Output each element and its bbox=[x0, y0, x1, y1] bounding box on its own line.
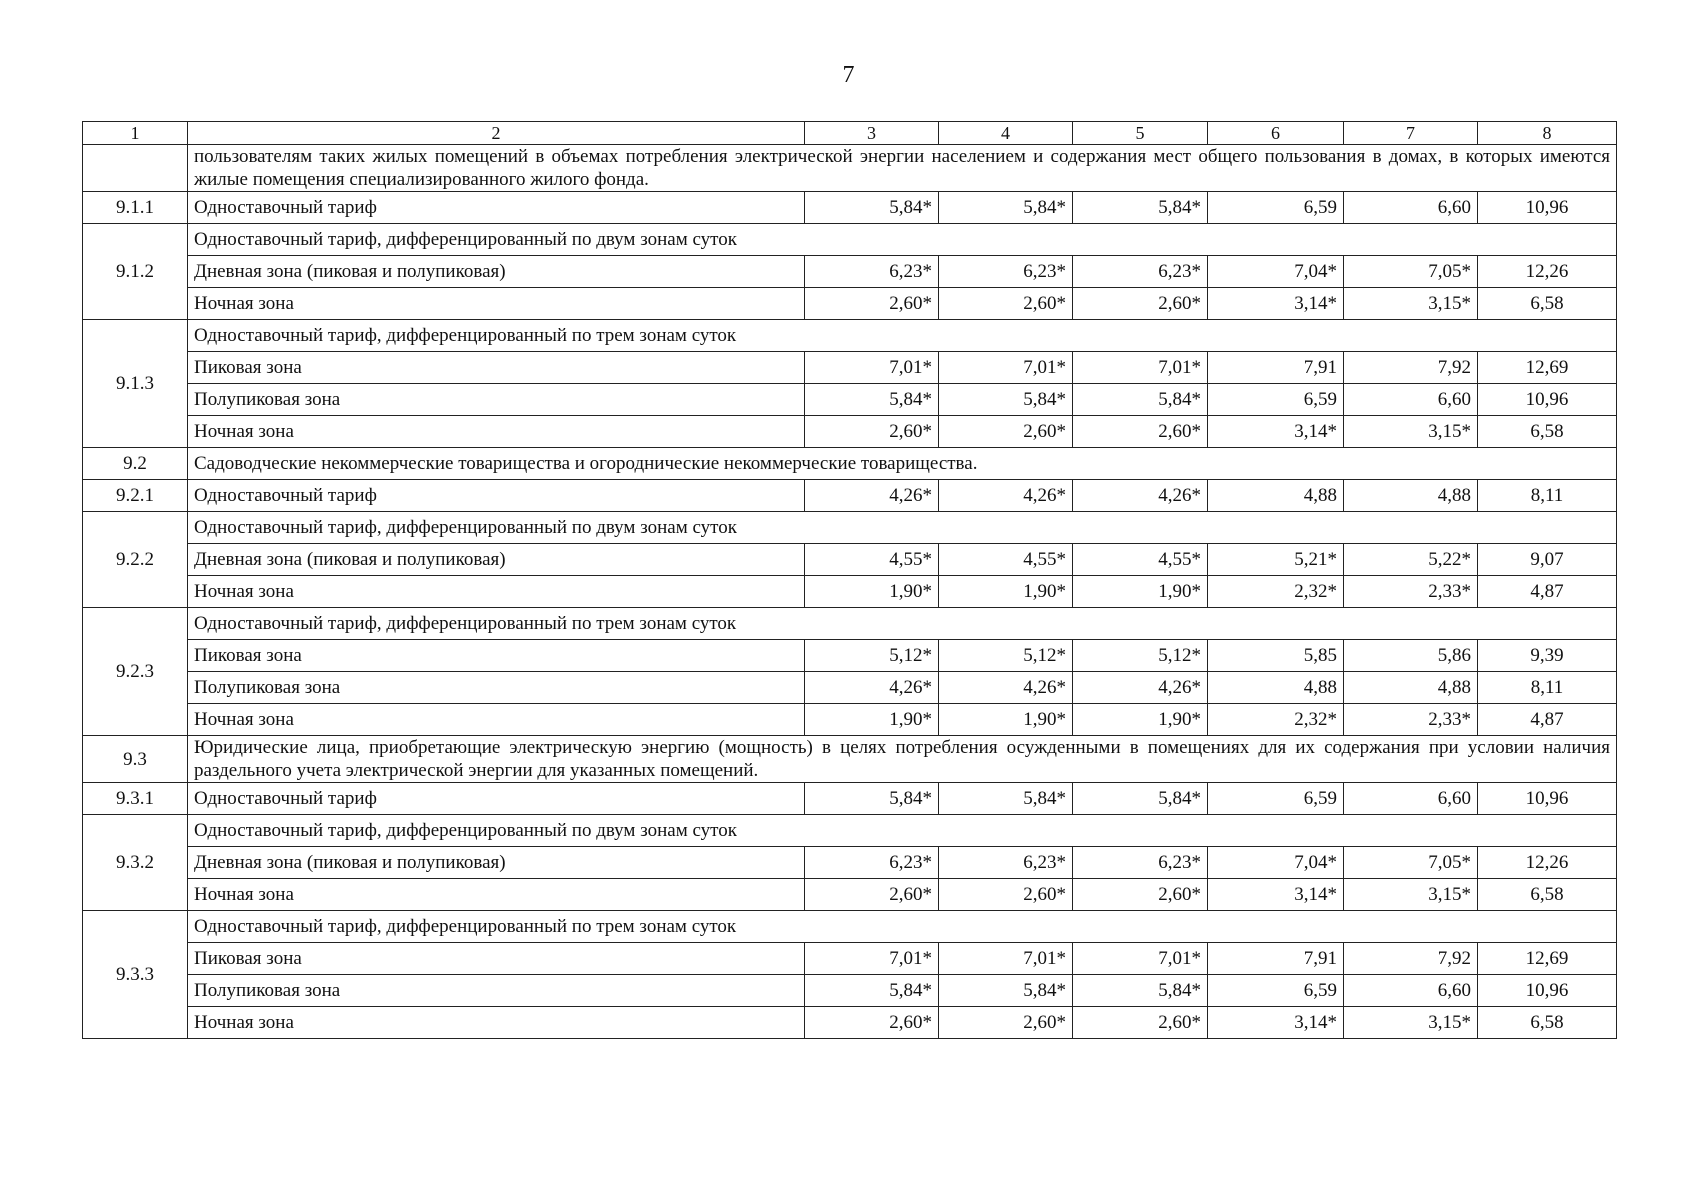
table-row bbox=[83, 544, 1617, 576]
tariff-value-cell: 4,55* bbox=[939, 544, 1073, 576]
tariff-value-cell: 7,01* bbox=[1073, 943, 1208, 975]
table-row bbox=[83, 480, 1617, 512]
description-cell: Юридические лица, приобретающие электрическую энергию (мощность) в целях потребления осужденными в помещениях для их содержания при условии наличия раздельного учета электрической энергии для указанных помещений. bbox=[188, 736, 1617, 783]
tariff-value-cell: 5,84* bbox=[1073, 783, 1208, 815]
tariff-value-cell: 5,21* bbox=[1208, 544, 1344, 576]
tariff-label-cell: Дневная зона (пиковая и полупиковая) bbox=[188, 544, 805, 576]
row-number-cell: 9.2.2 bbox=[83, 512, 188, 608]
tariff-value-cell: 4,88 bbox=[1208, 672, 1344, 704]
table-row bbox=[83, 704, 1617, 736]
tariff-value-cell: 5,12* bbox=[1073, 640, 1208, 672]
tariff-value-cell: 7,01* bbox=[805, 943, 939, 975]
tariff-value-cell: 5,84* bbox=[805, 192, 939, 224]
table-row bbox=[83, 1007, 1617, 1039]
table-row bbox=[83, 975, 1617, 1007]
table-row bbox=[83, 416, 1617, 448]
tariff-value-cell: 12,26 bbox=[1478, 256, 1617, 288]
tariff-value-cell: 2,60* bbox=[939, 416, 1073, 448]
tariff-label-cell: Одноставочный тариф bbox=[188, 783, 805, 815]
tariff-value-cell: 2,32* bbox=[1208, 704, 1344, 736]
tariff-value-cell: 7,05* bbox=[1344, 847, 1478, 879]
tariff-value-cell: 7,05* bbox=[1344, 256, 1478, 288]
tariff-value-cell: 6,58 bbox=[1478, 879, 1617, 911]
tariff-value-cell: 4,55* bbox=[805, 544, 939, 576]
tariff-label-cell: Пиковая зона bbox=[188, 352, 805, 384]
tariff-table-body bbox=[83, 122, 1617, 1039]
row-number-cell: 9.3 bbox=[83, 736, 188, 783]
row-number-cell: 9.3.2 bbox=[83, 815, 188, 911]
tariff-value-cell: 6,23* bbox=[805, 847, 939, 879]
tariff-value-cell: 4,26* bbox=[939, 480, 1073, 512]
tariff-label-cell: Ночная зона bbox=[188, 576, 805, 608]
tariff-value-cell: 4,26* bbox=[1073, 672, 1208, 704]
tariff-value-cell: 5,86 bbox=[1344, 640, 1478, 672]
tariff-value-cell: 5,85 bbox=[1208, 640, 1344, 672]
tariff-value-cell: 6,60 bbox=[1344, 192, 1478, 224]
group-title-row bbox=[83, 224, 1617, 256]
column-number-cell: 8 bbox=[1478, 122, 1617, 145]
tariff-value-cell: 6,23* bbox=[805, 256, 939, 288]
tariff-value-cell: 6,58 bbox=[1478, 416, 1617, 448]
tariff-value-cell: 1,90* bbox=[1073, 576, 1208, 608]
tariff-value-cell: 1,90* bbox=[805, 704, 939, 736]
tariff-value-cell: 2,60* bbox=[939, 1007, 1073, 1039]
tariff-value-cell: 5,84* bbox=[939, 192, 1073, 224]
tariff-value-cell: 2,32* bbox=[1208, 576, 1344, 608]
row-number-cell: 9.2.1 bbox=[83, 480, 188, 512]
tariff-value-cell: 6,23* bbox=[939, 256, 1073, 288]
tariff-value-cell: 4,26* bbox=[939, 672, 1073, 704]
tariff-value-cell: 4,55* bbox=[1073, 544, 1208, 576]
tariff-value-cell: 1,90* bbox=[939, 704, 1073, 736]
tariff-value-cell: 2,60* bbox=[805, 1007, 939, 1039]
table-row bbox=[83, 943, 1617, 975]
section-row bbox=[83, 448, 1617, 480]
table-row bbox=[83, 256, 1617, 288]
column-number-cell: 4 bbox=[939, 122, 1073, 145]
tariff-value-cell: 5,22* bbox=[1344, 544, 1478, 576]
tariff-value-cell: 5,84* bbox=[939, 384, 1073, 416]
tariff-value-cell: 12,69 bbox=[1478, 943, 1617, 975]
tariff-value-cell: 10,96 bbox=[1478, 975, 1617, 1007]
tariff-label-cell: Одноставочный тариф bbox=[188, 192, 805, 224]
tariff-value-cell: 5,84* bbox=[1073, 192, 1208, 224]
tariff-value-cell: 2,33* bbox=[1344, 576, 1478, 608]
tariff-value-cell: 2,60* bbox=[1073, 1007, 1208, 1039]
tariff-value-cell: 5,84* bbox=[805, 384, 939, 416]
tariff-value-cell: 2,60* bbox=[1073, 879, 1208, 911]
tariff-value-cell: 4,88 bbox=[1344, 672, 1478, 704]
row-number-cell: 9.1.2 bbox=[83, 224, 188, 320]
column-number-row bbox=[83, 122, 1617, 145]
tariff-value-cell: 7,01* bbox=[939, 943, 1073, 975]
group-title-row bbox=[83, 512, 1617, 544]
description-cell: Садоводческие некоммерческие товарищества и огороднические некоммерческие товарищества. bbox=[188, 448, 1617, 480]
tariff-value-cell: 7,92 bbox=[1344, 352, 1478, 384]
tariff-value-cell: 2,60* bbox=[1073, 288, 1208, 320]
tariff-value-cell: 9,39 bbox=[1478, 640, 1617, 672]
tariff-value-cell: 3,14* bbox=[1208, 879, 1344, 911]
tariff-value-cell: 3,14* bbox=[1208, 416, 1344, 448]
table-row bbox=[83, 352, 1617, 384]
tariff-value-cell: 5,84* bbox=[805, 975, 939, 1007]
group-title-cell: Одноставочный тариф, дифференцированный по двум зонам суток bbox=[188, 512, 1617, 544]
row-number-cell: 9.2.3 bbox=[83, 608, 188, 736]
tariff-value-cell: 6,23* bbox=[1073, 847, 1208, 879]
table-row bbox=[83, 384, 1617, 416]
tariff-value-cell: 5,84* bbox=[939, 975, 1073, 1007]
row-number-cell: 9.3.1 bbox=[83, 783, 188, 815]
group-title-cell: Одноставочный тариф, дифференцированный по двум зонам суток bbox=[188, 224, 1617, 256]
tariff-value-cell: 9,07 bbox=[1478, 544, 1617, 576]
tariff-value-cell: 5,84* bbox=[939, 783, 1073, 815]
tariff-label-cell: Ночная зона bbox=[188, 1007, 805, 1039]
tariff-value-cell: 4,88 bbox=[1344, 480, 1478, 512]
page-number: 7 bbox=[842, 62, 855, 88]
tariff-value-cell: 8,11 bbox=[1478, 480, 1617, 512]
tariff-value-cell: 4,26* bbox=[805, 480, 939, 512]
group-title-cell: Одноставочный тариф, дифференцированный по трем зонам суток bbox=[188, 911, 1617, 943]
tariff-value-cell: 6,60 bbox=[1344, 783, 1478, 815]
table-row bbox=[83, 192, 1617, 224]
column-number-cell: 6 bbox=[1208, 122, 1344, 145]
table-row bbox=[83, 847, 1617, 879]
tariff-value-cell: 10,96 bbox=[1478, 384, 1617, 416]
tariff-label-cell: Одноставочный тариф bbox=[188, 480, 805, 512]
column-number-cell: 5 bbox=[1073, 122, 1208, 145]
tariff-label-cell: Ночная зона bbox=[188, 704, 805, 736]
tariff-value-cell: 6,59 bbox=[1208, 192, 1344, 224]
tariff-value-cell: 5,84* bbox=[805, 783, 939, 815]
tariff-value-cell: 2,60* bbox=[939, 288, 1073, 320]
tariff-value-cell: 2,33* bbox=[1344, 704, 1478, 736]
table-row bbox=[83, 783, 1617, 815]
tariff-value-cell: 4,26* bbox=[1073, 480, 1208, 512]
group-title-row bbox=[83, 815, 1617, 847]
row-number-cell: 9.1.3 bbox=[83, 320, 188, 448]
group-title-cell: Одноставочный тариф, дифференцированный по двум зонам суток bbox=[188, 815, 1617, 847]
group-title-row bbox=[83, 608, 1617, 640]
tariff-value-cell: 6,23* bbox=[939, 847, 1073, 879]
group-title-row bbox=[83, 320, 1617, 352]
tariff-value-cell: 3,15* bbox=[1344, 879, 1478, 911]
column-number-cell: 7 bbox=[1344, 122, 1478, 145]
row-number-cell bbox=[83, 145, 188, 192]
tariff-value-cell: 7,92 bbox=[1344, 943, 1478, 975]
tariff-value-cell: 5,12* bbox=[939, 640, 1073, 672]
tariff-value-cell: 8,11 bbox=[1478, 672, 1617, 704]
tariff-value-cell: 3,15* bbox=[1344, 288, 1478, 320]
table-row bbox=[83, 640, 1617, 672]
tariff-value-cell: 4,87 bbox=[1478, 576, 1617, 608]
row-number-cell: 9.1.1 bbox=[83, 192, 188, 224]
tariff-value-cell: 3,14* bbox=[1208, 288, 1344, 320]
tariff-value-cell: 3,15* bbox=[1344, 416, 1478, 448]
tariff-label-cell: Полупиковая зона bbox=[188, 672, 805, 704]
table-row bbox=[83, 576, 1617, 608]
tariff-label-cell: Полупиковая зона bbox=[188, 384, 805, 416]
tariff-value-cell: 3,15* bbox=[1344, 1007, 1478, 1039]
tariff-value-cell: 10,96 bbox=[1478, 783, 1617, 815]
tariff-value-cell: 6,60 bbox=[1344, 384, 1478, 416]
group-title-cell: Одноставочный тариф, дифференцированный по трем зонам суток bbox=[188, 608, 1617, 640]
tariff-value-cell: 2,60* bbox=[1073, 416, 1208, 448]
tariff-value-cell: 1,90* bbox=[805, 576, 939, 608]
description-row bbox=[83, 145, 1617, 192]
tariff-value-cell: 6,23* bbox=[1073, 256, 1208, 288]
tariff-value-cell: 7,01* bbox=[805, 352, 939, 384]
row-number-cell: 9.3.3 bbox=[83, 911, 188, 1039]
tariff-value-cell: 4,26* bbox=[805, 672, 939, 704]
row-number-cell: 9.2 bbox=[83, 448, 188, 480]
tariff-label-cell: Пиковая зона bbox=[188, 943, 805, 975]
tariff-value-cell: 7,04* bbox=[1208, 256, 1344, 288]
tariff-value-cell: 7,01* bbox=[939, 352, 1073, 384]
tariff-label-cell: Дневная зона (пиковая и полупиковая) bbox=[188, 847, 805, 879]
table-row bbox=[83, 288, 1617, 320]
tariff-value-cell: 5,84* bbox=[1073, 975, 1208, 1007]
column-number-cell: 3 bbox=[805, 122, 939, 145]
tariff-value-cell: 2,60* bbox=[939, 879, 1073, 911]
description-cell: пользователям таких жилых помещений в объемах потребления электрической энергии населением и содержания мест общего пользования в домах, в которых имеются жилые помещения специализированного жилого фонда. bbox=[188, 145, 1617, 192]
column-number-cell: 2 bbox=[188, 122, 805, 145]
tariff-value-cell: 12,26 bbox=[1478, 847, 1617, 879]
tariff-value-cell: 6,59 bbox=[1208, 384, 1344, 416]
tariff-value-cell: 7,91 bbox=[1208, 352, 1344, 384]
group-title-row bbox=[83, 911, 1617, 943]
tariff-value-cell: 2,60* bbox=[805, 288, 939, 320]
column-number-cell: 1 bbox=[83, 122, 188, 145]
tariff-value-cell: 6,59 bbox=[1208, 975, 1344, 1007]
tariff-label-cell: Дневная зона (пиковая и полупиковая) bbox=[188, 256, 805, 288]
tariff-value-cell: 2,60* bbox=[805, 879, 939, 911]
tariff-value-cell: 5,84* bbox=[1073, 384, 1208, 416]
tariff-value-cell: 7,91 bbox=[1208, 943, 1344, 975]
tariff-label-cell: Ночная зона bbox=[188, 416, 805, 448]
table-row bbox=[83, 879, 1617, 911]
tariff-value-cell: 6,60 bbox=[1344, 975, 1478, 1007]
tariff-label-cell: Ночная зона bbox=[188, 879, 805, 911]
tariff-value-cell: 6,58 bbox=[1478, 1007, 1617, 1039]
tariff-value-cell: 1,90* bbox=[1073, 704, 1208, 736]
group-title-cell: Одноставочный тариф, дифференцированный по трем зонам суток bbox=[188, 320, 1617, 352]
tariff-table bbox=[82, 121, 1617, 1039]
tariff-value-cell: 4,87 bbox=[1478, 704, 1617, 736]
description-row bbox=[83, 736, 1617, 783]
tariff-value-cell: 4,88 bbox=[1208, 480, 1344, 512]
tariff-label-cell: Полупиковая зона bbox=[188, 975, 805, 1007]
tariff-label-cell: Ночная зона bbox=[188, 288, 805, 320]
tariff-value-cell: 7,01* bbox=[1073, 352, 1208, 384]
tariff-value-cell: 5,12* bbox=[805, 640, 939, 672]
tariff-label-cell: Пиковая зона bbox=[188, 640, 805, 672]
tariff-value-cell: 3,14* bbox=[1208, 1007, 1344, 1039]
tariff-value-cell: 6,59 bbox=[1208, 783, 1344, 815]
tariff-value-cell: 10,96 bbox=[1478, 192, 1617, 224]
tariff-value-cell: 7,04* bbox=[1208, 847, 1344, 879]
tariff-value-cell: 2,60* bbox=[805, 416, 939, 448]
tariff-value-cell: 6,58 bbox=[1478, 288, 1617, 320]
tariff-value-cell: 1,90* bbox=[939, 576, 1073, 608]
table-row bbox=[83, 672, 1617, 704]
tariff-value-cell: 12,69 bbox=[1478, 352, 1617, 384]
